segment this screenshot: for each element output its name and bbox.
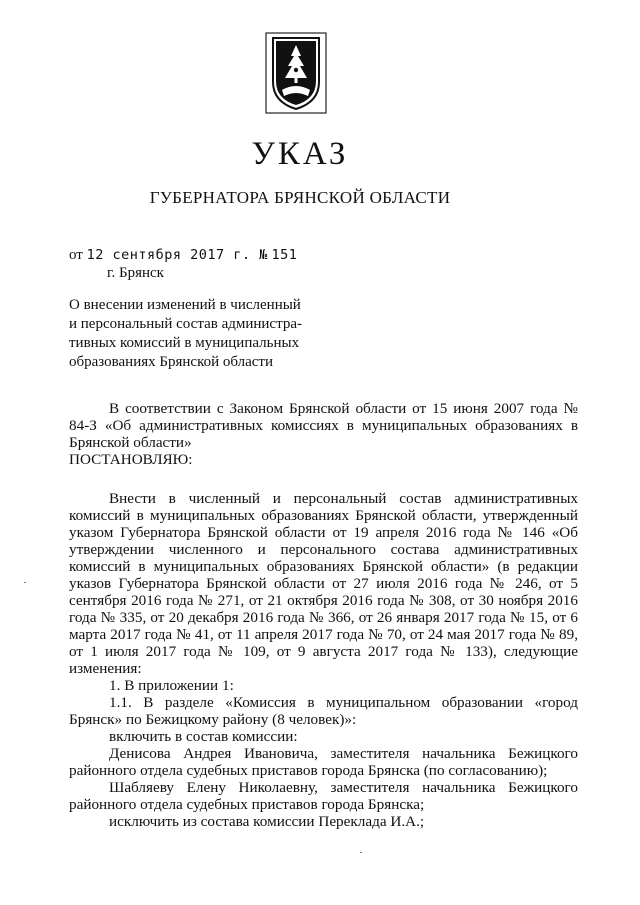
main-paragraph: Внести в численный и персональный состав административных комиссий в муниципальных образованиях Брянской области, утвержденный указом Губернатора Брянской области от 19 апреля 2016 года № 146 «Об утверждении численного и персонального состава административных комиссий в муниципальных образованиях Брянской области» (в редакции указов Губернатора Брянской области от 27 июля 2016 года № 246, от 5 сентября 2016 года № 271, от 21 октября 2016 года № 308, от 30 ноября 2016 года № 335, от 20 декабря 2016 года № 366, от 26 января 2017 года № 15, от 6 марта 2017 года № 41, от 11 апреля 2017 года № 70, от 24 мая 2017 года № 89, от 1 июля 2017 года № 109, от 9 августа 2017 года № 133), следующие изменения: (69, 490, 578, 677)
document-body (69, 400, 578, 830)
subject-heading (69, 296, 329, 372)
include-label: включить в состав комиссии: (109, 728, 298, 745)
subject-line: О внесении изменений в численный (69, 297, 301, 313)
person-entry-2: Шабляеву Елену Николаевну, заместителя начальника Бежицкого районного отдела судебных приставов города Брянска; (69, 779, 578, 813)
item-1: 1. В приложении 1: (109, 677, 234, 694)
item-1-1: 1.1. В разделе «Комиссия в муниципальном образовании «город Брянск» по Бежицкому району (8 человек)»: (69, 694, 578, 728)
typed-date: 12 сентября 2017 г. № (86, 247, 268, 263)
decree-number: 151 (271, 247, 298, 263)
coat-of-arms-icon (265, 32, 327, 114)
preamble-paragraph: В соответствии с Законом Брянской области от 15 июня 2007 года № 84-З «Об административных комиссиях в муниципальных образованиях в Брянской области» (69, 400, 578, 451)
coat-of-arms-emblem (265, 32, 327, 114)
subject-line: тивных комиссий в муниципальных (69, 335, 300, 351)
document-title: УКАЗ (251, 136, 349, 172)
subject-line: и персональный состав администра- (69, 316, 302, 332)
decree-word: ПОСТАНОВЛЯЮ: (69, 451, 193, 468)
subject-line: образованиях Брянской области (69, 354, 274, 370)
city-name: г. Брянск (107, 265, 164, 281)
scan-speck (360, 852, 362, 853)
date-number-line (69, 247, 297, 264)
scan-speck (24, 582, 26, 583)
exclude-line: исключить из состава комиссии Переклада И.А.; (109, 813, 425, 830)
person-entry-1: Денисова Андрея Ивановича, заместителя начальника Бежицкого районного отдела судебных приставов города Брянска (по согласованию); (69, 745, 578, 779)
document-subtitle: ГУБЕРНАТОРА БРЯНСКОЙ ОБЛАСТИ (149, 188, 451, 207)
date-prefix: от (69, 247, 83, 263)
